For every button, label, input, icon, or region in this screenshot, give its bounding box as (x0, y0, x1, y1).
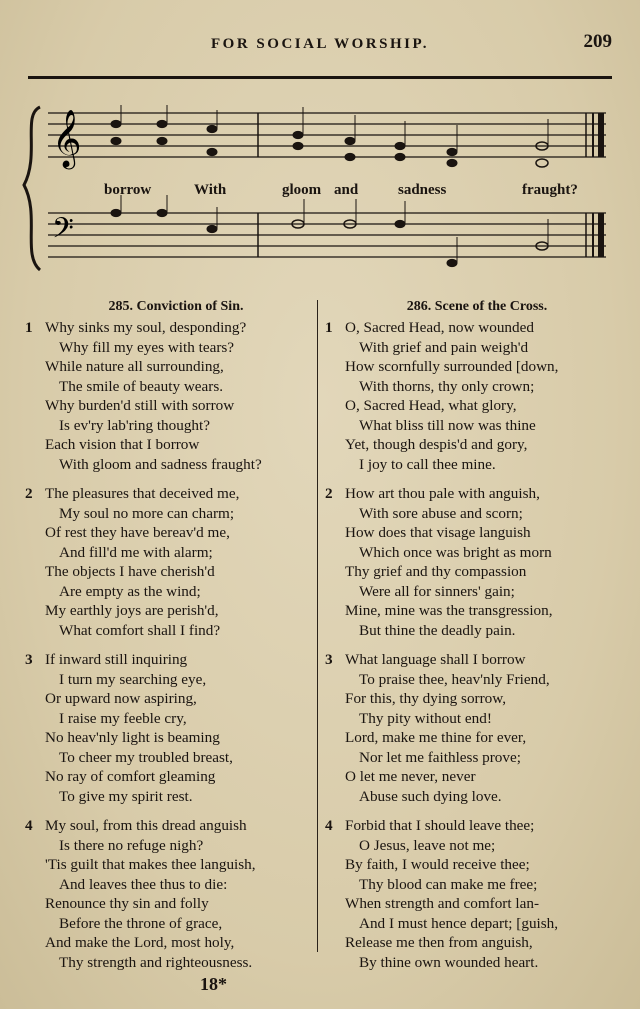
lyric-word: gloom (282, 182, 322, 198)
verse-line (325, 601, 617, 621)
stanza-number: 3 (25, 651, 33, 668)
verse-line (325, 435, 617, 455)
verse-text: Thy blood can make me free; (359, 875, 538, 893)
verse-text: Nor let me faithless prove; (359, 748, 521, 766)
verse-line (25, 816, 315, 836)
verse-line (25, 670, 315, 690)
stanza (325, 318, 617, 474)
lyric-word: borrow (104, 182, 152, 198)
verse-text: How does that visage languish (345, 524, 531, 541)
verse-line (25, 357, 315, 377)
verse-line (25, 709, 315, 729)
bass-staff (48, 213, 606, 257)
header-rule (28, 76, 612, 79)
verse-text: With sore abuse and scorn; (359, 504, 523, 522)
verse-line (325, 396, 617, 416)
verse-line (325, 562, 617, 582)
verse-text: What language shall I borrow (345, 651, 526, 668)
bass-clef-icon: 𝄢 (52, 212, 74, 252)
hymn-285 (25, 296, 315, 982)
verse-line (325, 787, 617, 807)
verse-text: When strength and comfort lan- (345, 895, 539, 912)
stanza (325, 650, 617, 806)
verse-line (325, 855, 617, 875)
verse-text: By faith, I would receive thee; (345, 856, 530, 873)
stanza (25, 816, 315, 972)
verse-line (25, 836, 315, 856)
system-brace (24, 107, 40, 270)
verse-text: Lord, make me thine for ever, (345, 729, 527, 746)
final-barline (592, 113, 604, 257)
hymn-title: 285. Conviction of Sin. (108, 299, 244, 314)
verse-line (325, 894, 617, 914)
verse-text: By thine own wounded heart. (359, 953, 539, 971)
verse-line (25, 767, 315, 787)
verse-text: Abuse such dying love. (359, 787, 502, 805)
stanza (25, 650, 315, 806)
verse-line (25, 484, 315, 504)
stanza-number: 2 (25, 485, 33, 502)
verse-text: I joy to call thee mine. (359, 455, 496, 473)
verse-line (25, 953, 315, 973)
verse-text: Thy pity without end! (359, 709, 492, 727)
stanza-number: 2 (325, 485, 333, 502)
lyric-word: fraught? (522, 182, 578, 198)
verse-text: My earthly joys are perish'd, (45, 602, 219, 619)
verse-line (25, 894, 315, 914)
verse-text: Thy grief and thy compassion (345, 563, 527, 580)
verse-line (325, 748, 617, 768)
verse-line (325, 767, 617, 787)
verse-text: O, Sacred Head, what glory, (345, 397, 517, 414)
verse-text: Are empty as the wind; (59, 582, 201, 600)
stanza (25, 318, 315, 474)
verse-line (325, 377, 617, 397)
verse-text: And leaves thee thus to die: (59, 875, 228, 893)
verse-line (325, 728, 617, 748)
verse-text: Why sinks my soul, desponding? (45, 319, 247, 336)
verse-line (325, 338, 617, 358)
treble-clef-icon: 𝄞 (52, 109, 82, 167)
signature-mark: 18* (200, 974, 227, 994)
verse-line (25, 523, 315, 543)
verse-text: The smile of beauty wears. (59, 377, 224, 395)
verse-line (25, 416, 315, 436)
verse-line (25, 787, 315, 807)
verse-text: And make the Lord, most holy, (45, 934, 235, 951)
verse-text: Why fill my eyes with tears? (59, 338, 235, 356)
stanza-number: 4 (325, 817, 333, 834)
verse-line (25, 504, 315, 524)
verse-line (325, 504, 617, 524)
stanza-number: 1 (325, 319, 333, 336)
verse-text: No heav'nly light is beaming (45, 729, 220, 746)
verse-text: Yet, though despis'd and gory, (345, 436, 528, 453)
verse-text: I turn my searching eye, (59, 670, 207, 688)
verse-text: The objects I have cherish'd (45, 563, 215, 580)
lyric-word: With (194, 182, 227, 198)
verse-line (325, 621, 617, 641)
page-number: 209 (583, 31, 612, 52)
verse-line (325, 914, 617, 934)
verse-text: O Jesus, leave not me; (359, 836, 496, 854)
verse-text: Were all for sinners' gain; (359, 582, 515, 600)
verse-line (325, 523, 617, 543)
verse-text: Is ev'ry lab'ring thought? (59, 416, 210, 434)
verse-line (25, 318, 315, 338)
column-divider (317, 300, 318, 952)
verse-line (25, 914, 315, 934)
verse-line (25, 377, 315, 397)
verse-text: Why burden'd still with sorrow (45, 397, 235, 414)
verse-line (325, 357, 617, 377)
verse-text: 'Tis guilt that makes thee languish, (45, 856, 256, 873)
stanza (325, 484, 617, 640)
verse-line (25, 582, 315, 602)
verse-line (325, 318, 617, 338)
verse-line (25, 621, 315, 641)
verse-line (25, 601, 315, 621)
verse-line (325, 455, 617, 475)
verse-text: Is there no refuge nigh? (59, 836, 204, 854)
verse-line (25, 689, 315, 709)
verse-line (325, 933, 617, 953)
verse-text: How art thou pale with anguish, (345, 485, 540, 502)
verse-text: But thine the deadly pain. (359, 621, 516, 639)
verse-line (25, 562, 315, 582)
verse-text: Mine, mine was the transgression, (345, 602, 553, 619)
verse-line (325, 689, 617, 709)
verse-text: If inward still inquiring (45, 651, 188, 668)
verse-text: With gloom and sadness fraught? (59, 455, 262, 473)
stanza-number: 1 (25, 319, 33, 336)
stanza-number: 4 (25, 817, 33, 834)
verse-text: To cheer my troubled breast, (59, 748, 233, 766)
verse-line (325, 953, 617, 973)
verse-line (25, 875, 315, 895)
verse-text: Thy strength and righteousness. (59, 953, 253, 971)
verse-text: For this, thy dying sorrow, (345, 690, 507, 707)
verse-line (25, 748, 315, 768)
verse-line (25, 650, 315, 670)
verse-line (25, 728, 315, 748)
verse-line (325, 816, 617, 836)
running-header: FOR SOCIAL WORSHIP. (211, 36, 429, 52)
bass-notes (111, 195, 548, 267)
verse-line (325, 582, 617, 602)
verse-text: O, Sacred Head, now wounded (345, 319, 534, 336)
verse-text: Release me then from anguish, (345, 934, 533, 951)
verse-text: To give my spirit rest. (59, 787, 193, 805)
verse-text: Which once was bright as morn (359, 543, 552, 561)
treble-staff (48, 113, 606, 157)
verse-line (25, 933, 315, 953)
verse-text: No ray of comfort gleaming (45, 768, 216, 785)
verse-text: Renounce thy sin and folly (45, 895, 209, 912)
verse-text: I raise my feeble cry, (59, 709, 187, 727)
verse-text: Each vision that I borrow (45, 436, 200, 453)
verse-text: My soul, from this dread anguish (45, 817, 247, 834)
stanza (25, 484, 315, 640)
verse-text: Before the throne of grace, (59, 914, 223, 932)
verse-line (325, 875, 617, 895)
hymn-title: 286. Scene of the Cross. (406, 299, 548, 314)
verse-text: Forbid that I should leave thee; (345, 817, 535, 834)
verse-line (25, 338, 315, 358)
verse-text: The pleasures that deceived me, (45, 485, 240, 502)
verse-text: And fill'd me with alarm; (59, 543, 213, 561)
verse-text: My soul no more can charm; (59, 504, 235, 522)
lyric-word: sadness (398, 182, 447, 198)
verse-line (325, 709, 617, 729)
verse-line (25, 396, 315, 416)
verse-text: Or upward now aspiring, (45, 690, 197, 707)
verse-line (325, 650, 617, 670)
verse-line (25, 435, 315, 455)
treble-notes (111, 105, 548, 167)
verse-line (25, 543, 315, 563)
verse-text: To praise thee, heav'nly Friend, (359, 670, 550, 688)
verse-text: With thorns, thy only crown; (359, 377, 535, 395)
verse-line (325, 836, 617, 856)
verse-text: With grief and pain weigh'd (359, 338, 529, 356)
verse-line (25, 455, 315, 475)
hymn-286 (325, 296, 617, 982)
verse-text: While nature all surrounding, (45, 358, 224, 375)
verse-line (325, 416, 617, 436)
lyric-word: and (334, 182, 359, 198)
verse-text: And I must hence depart; [guish, (359, 914, 559, 932)
stanza (325, 816, 617, 972)
verse-line (325, 543, 617, 563)
verse-text: O let me never, never (345, 768, 476, 785)
verse-text: What comfort shall I find? (59, 621, 221, 639)
verse-line (325, 484, 617, 504)
verse-text: What bliss till now was thine (359, 416, 536, 434)
verse-text: How scornfully surrounded [down, (345, 358, 559, 375)
stanza-number: 3 (325, 651, 333, 668)
verse-line (325, 670, 617, 690)
verse-text: Of rest they have bereav'd me, (45, 524, 230, 541)
verse-line (25, 855, 315, 875)
